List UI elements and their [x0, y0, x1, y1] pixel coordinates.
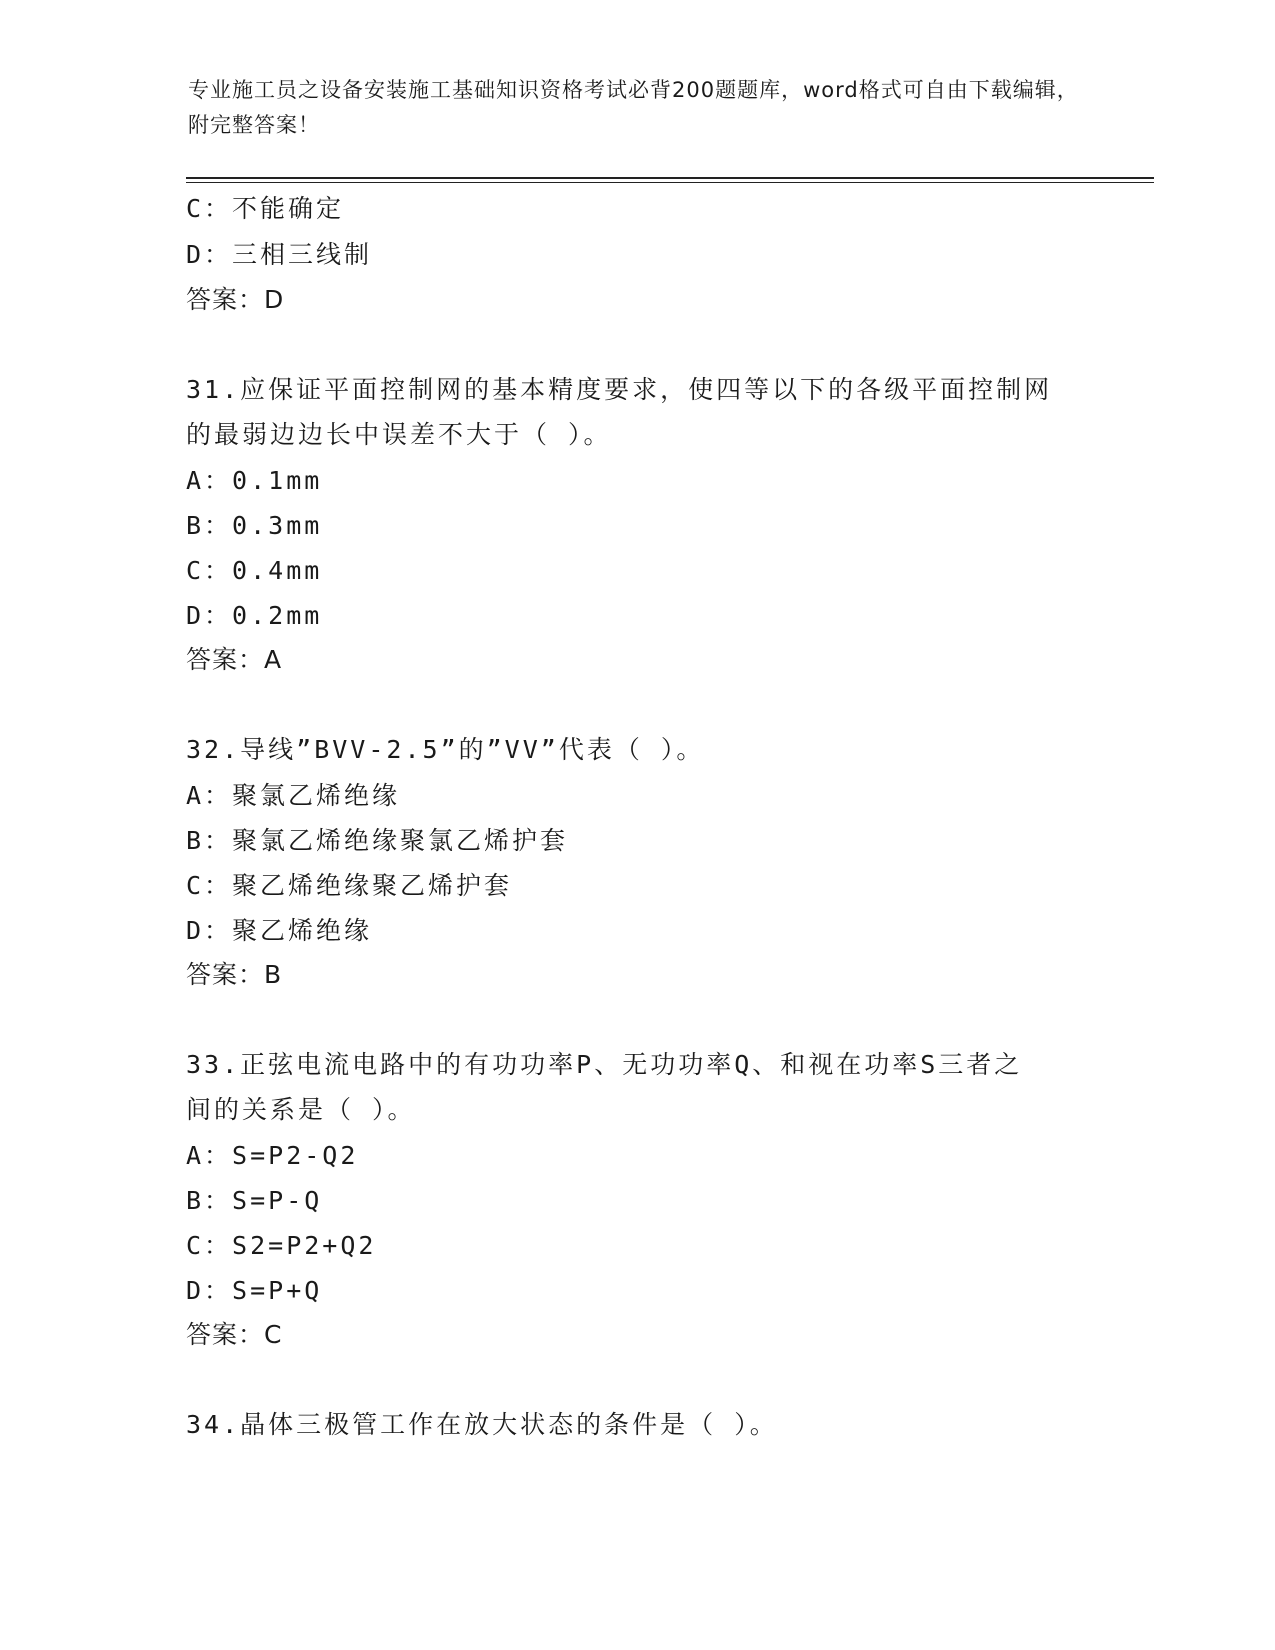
option-c: C：0.4mm — [186, 556, 323, 585]
option-c: C：不能确定 — [186, 194, 345, 223]
option-d: D：0.2mm — [186, 601, 323, 630]
question-stem: 33.正弦电流电路中的有功功率P、无功功率Q、和视在功率S三者之 — [186, 1050, 1023, 1079]
answer-line: 答案：B — [186, 960, 283, 989]
option-c: C：S2=P2+Q2 — [186, 1231, 377, 1260]
option-b: B：S=P-Q — [186, 1186, 323, 1215]
option-b: B：0.3mm — [186, 511, 323, 540]
question-stem: 的最弱边边长中误差不大于（ ）。 — [186, 420, 612, 449]
question-stem: 31.应保证平面控制网的基本精度要求，使四等以下的各级平面控制网 — [186, 375, 1053, 404]
option-d: D：聚乙烯绝缘 — [186, 916, 373, 945]
answer-line: 答案：A — [186, 645, 283, 674]
page-header-title: 专业施工员之设备安装施工基础知识资格考试必背200题题库，word格式可自由下载编辑，附完整答案！ — [188, 78, 1079, 137]
question-stem: 34.晶体三极管工作在放大状态的条件是（ ）。 — [186, 1410, 778, 1439]
option-a: A：S=P2-Q2 — [186, 1141, 359, 1170]
option-b: B：聚氯乙烯绝缘聚氯乙烯护套 — [186, 826, 569, 855]
header-divider-thin — [186, 182, 1154, 183]
question-stem: 32.导线”BVV-2.5”的”VV”代表（ ）。 — [186, 735, 705, 764]
option-d: D：S=P+Q — [186, 1276, 323, 1305]
option-a: A：聚氯乙烯绝缘 — [186, 781, 401, 810]
header-divider-thick — [186, 177, 1154, 179]
option-a: A：0.1mm — [186, 466, 323, 495]
option-d: D：三相三线制 — [186, 240, 373, 269]
answer-line: 答案：D — [186, 285, 285, 314]
question-stem: 间的关系是（ ）。 — [186, 1095, 416, 1124]
answer-line: 答案：C — [186, 1320, 283, 1349]
option-c: C：聚乙烯绝缘聚乙烯护套 — [186, 871, 513, 900]
